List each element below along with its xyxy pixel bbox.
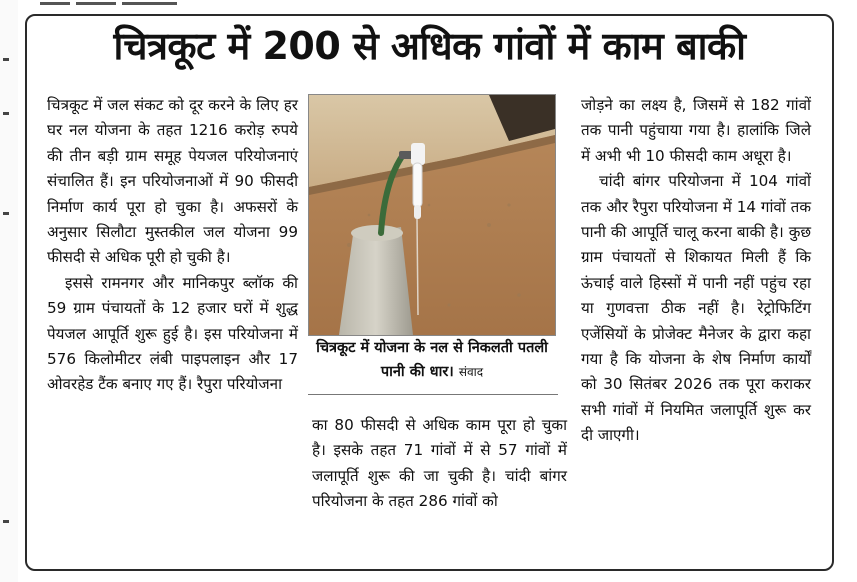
- page-edge-left: [0, 0, 18, 582]
- paragraph: इससे रामनगर और मानिकपुर ब्लॉक की 59 ग्राम पंचायतों के 12 हजार घरों में शुद्ध पेयजल आपूर्ति शुरू हुई है। इस परियोजना में 576 किलोमीटर लंबी पाइपलाइन और 17 ओवरहेड टैंक बनाए गए हैं। रैपुरा परियोजना: [47, 273, 298, 394]
- headline: चित्रकूट में 200 से अधिक गांवों में काम बाकी: [113, 24, 746, 68]
- paragraph: चित्रकूट में जल संकट को दूर करने के लिए हर घर नल योजना के तहत 1216 करोड़ रुपये की तीन बड़ी ग्राम समूह पेयजल परियोजनाएं संचालित हैं। इन परियोजनाओं में 90 फीसदी निर्माण कार्य पूरा हो चुका है। अफसरों के अनुसार सिलौटा मुस्तकील जल योजना 99 फीसदी से अधिक पूरी हो चुकी है।: [47, 96, 298, 267]
- edge-mark: [3, 112, 9, 115]
- article-column-2: [312, 413, 567, 515]
- previous-article-strip: [40, 0, 190, 8]
- article-column-3: [581, 93, 811, 449]
- photo-caption: [308, 336, 556, 384]
- paragraph: चांदी बांगर परियोजना में 104 गांवों तक और रैपुरा परियोजना में 14 गांवों तक पानी की आपूर्ति चालू करना बाकी है। कुछ ग्राम पंचायतों से शिकायत मिली हैं कि ऊंचाई वाले हिस्सों में पानी नहीं पहुंच रहा या गुणवत्ता ठीक नहीं है। रेट्रोफिटिंग एजेंसियों के प्रोजेक्ट मैनेजर के द्वारा कहा गया है कि योजना के शेष निर्माण कार्यों को 30 सितंबर 2026 तक पूरा कराकर सभी गांवों में नियमित जलापूर्ति शुरू कर दी जाएगी।: [581, 172, 811, 445]
- photo-credit: संवाद: [458, 365, 484, 379]
- edge-mark: [3, 58, 9, 61]
- paragraph: जोड़ने का लक्ष्य है, जिसमें से 182 गांवों तक पानी पहुंचाया गया है। हालांकि जिले में अभी भी 10 फीसदी काम अधूरा है।: [581, 96, 811, 165]
- caption-text: चित्रकूट में योजना के नल से निकलती पतली पानी की धार।: [316, 340, 548, 380]
- tap-water-photo: [309, 95, 555, 335]
- paragraph: का 80 फीसदी से अधिक काम पूरा हो चुका है। इसके तहत 71 गांवों में से 57 गांवों में जलापूर्ति शुरू की जा चुकी है। चांदी बांगर परियोजना के तहत 286 गांवों को: [312, 416, 567, 511]
- caption-divider: [308, 394, 558, 395]
- news-article: [25, 14, 834, 571]
- edge-mark: [3, 520, 9, 523]
- news-photo: [308, 94, 556, 336]
- edge-mark: [3, 212, 9, 215]
- article-column-1: [47, 93, 298, 398]
